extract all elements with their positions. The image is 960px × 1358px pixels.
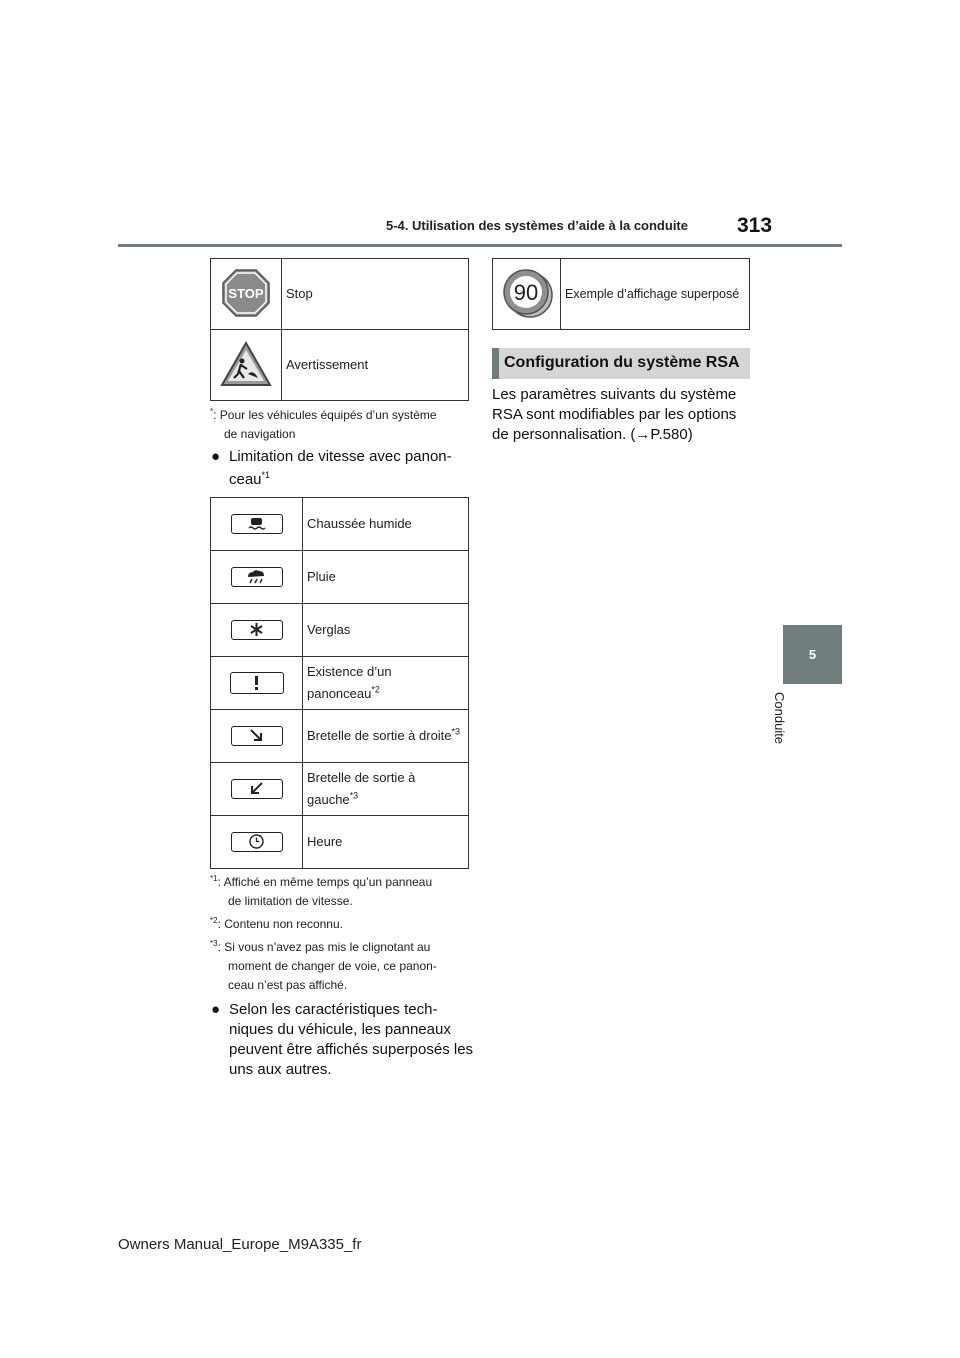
sign-label-line: Bretelle de sortie à: [307, 770, 416, 785]
sign-table-3: [492, 258, 750, 330]
bullet-line-text: ceau: [229, 471, 262, 488]
icon-cell: [211, 498, 303, 551]
bullet-dot-icon: ●: [211, 448, 221, 465]
table-row: [493, 259, 750, 330]
bullet-sup: *1: [261, 470, 271, 480]
sign-label-sup: *3: [451, 726, 461, 737]
table-row: [211, 259, 469, 330]
footnote-star: [210, 405, 437, 425]
chapter-label: [772, 692, 805, 772]
roadwork-warning-icon: [220, 341, 272, 387]
stop-sign-icon: [221, 268, 271, 318]
sign-label: [303, 763, 469, 816]
paragraph-line: Les paramètres suivants du système: [492, 386, 737, 403]
clock-icon: [231, 832, 283, 852]
bullet-line: peuvent être affichés superposés les: [229, 1041, 474, 1058]
footnote-mark: *3: [210, 939, 218, 948]
icon-cell: [211, 604, 303, 657]
bullet-line: uns aux autres.: [229, 1061, 332, 1078]
footnote-line: de navigation: [224, 427, 296, 441]
sign-table-2: [210, 497, 469, 869]
header-rule: [118, 244, 842, 247]
icon-cell: [211, 710, 303, 763]
snowflake-icon: [231, 620, 283, 640]
bullet-line: Selon les caractéristiques tech-: [229, 1001, 438, 1018]
table-row: [211, 816, 469, 869]
rsa-paragraph: [492, 385, 736, 445]
sign-label: [303, 657, 469, 710]
chapter-tab: 5: [783, 625, 842, 684]
arrow-down-right-icon: [231, 726, 283, 746]
icon-cell: [211, 763, 303, 816]
sign-label: Pluie: [303, 551, 469, 604]
table-row: [211, 763, 469, 816]
wet-road-icon: [231, 514, 283, 534]
stop-sign-text: STOP: [228, 285, 264, 301]
footer-doc-id: Owners Manual_Europe_M9A335_fr: [118, 1236, 362, 1253]
bullet-line: niques du véhicule, les panneaux: [229, 1021, 451, 1038]
icon-cell: [493, 259, 561, 330]
footnote-line: ceau n’est pas affiché.: [228, 978, 348, 992]
sign-label: Heure: [303, 816, 469, 869]
exclamation-icon: [230, 672, 284, 694]
icon-cell: [211, 816, 303, 869]
sign-label-text: Existence d’un panonceau: [307, 664, 392, 701]
speed-limit-90-icon: [501, 267, 553, 319]
icon-cell: [211, 330, 282, 401]
bullet-speed-limit: [211, 447, 452, 467]
footnote-mark: *1: [210, 874, 218, 883]
sign-label-stop: Stop: [282, 259, 469, 330]
speed-limit-text: 90: [513, 279, 538, 305]
rain-icon: [231, 567, 283, 587]
table-row: [211, 710, 469, 763]
paragraph-line: RSA sont modifiables par les options: [492, 406, 737, 423]
footnote-line: moment de changer de voie, ce panon-: [228, 959, 437, 973]
sign-label-text: gauche: [307, 792, 350, 807]
sign-table-1: [210, 258, 469, 401]
bullet-line: [229, 470, 270, 490]
table-row: [211, 551, 469, 604]
footnote-3: [210, 937, 430, 957]
banner-accent: [492, 348, 499, 379]
sign-label-overlay: Exemple d’affichage superposé: [561, 259, 750, 330]
footnote-line: : Affiché en même temps qu’un panneau: [217, 875, 433, 889]
chapter-label-text: Conduite: [772, 692, 787, 745]
table-row: [211, 604, 469, 657]
icon-cell: [211, 657, 303, 710]
sign-label: [303, 710, 469, 763]
page-number: 313: [737, 214, 773, 237]
sign-label-sup: *3: [349, 790, 359, 801]
rsa-section-title: Configuration du système RSA: [504, 354, 740, 371]
table-row: [211, 657, 469, 710]
bullet-overlay: [211, 1000, 474, 1080]
footnote-line: : Si vous n’avez pas mis le clignotant au: [217, 940, 431, 954]
table-row: [211, 330, 469, 401]
footnote-line: de limitation de vitesse.: [228, 894, 353, 908]
footnote-mark: *2: [210, 916, 218, 925]
footnote-line: : Pour les véhicules équipés d’un système: [213, 408, 437, 422]
sign-label: Chaussée humide: [303, 498, 469, 551]
rsa-section-banner: [492, 348, 750, 379]
footnote-mark: *: [210, 407, 214, 416]
arrow-down-left-icon: [231, 779, 283, 799]
footnote-2: [210, 914, 343, 934]
bullet-line: Limitation de vitesse avec panon-: [229, 448, 452, 465]
table-row: [211, 498, 469, 551]
section-title: 5-4. Utilisation des systèmes d’aide à la conduite: [386, 218, 688, 233]
sign-label-line: [307, 789, 468, 811]
icon-cell: [211, 551, 303, 604]
footnote-1: [210, 872, 432, 892]
bullet-dot-icon: ●: [211, 1001, 221, 1018]
sign-label: Verglas: [303, 604, 469, 657]
sign-label-text: Bretelle de sortie à droite: [307, 728, 452, 743]
sign-label-sup: *2: [371, 684, 380, 695]
sign-label-warning: Avertissement: [282, 330, 469, 401]
footnote-line: : Contenu non reconnu.: [217, 917, 343, 931]
icon-cell: [211, 259, 282, 330]
paragraph-line: de personnalisation. (→P.580): [492, 426, 693, 443]
